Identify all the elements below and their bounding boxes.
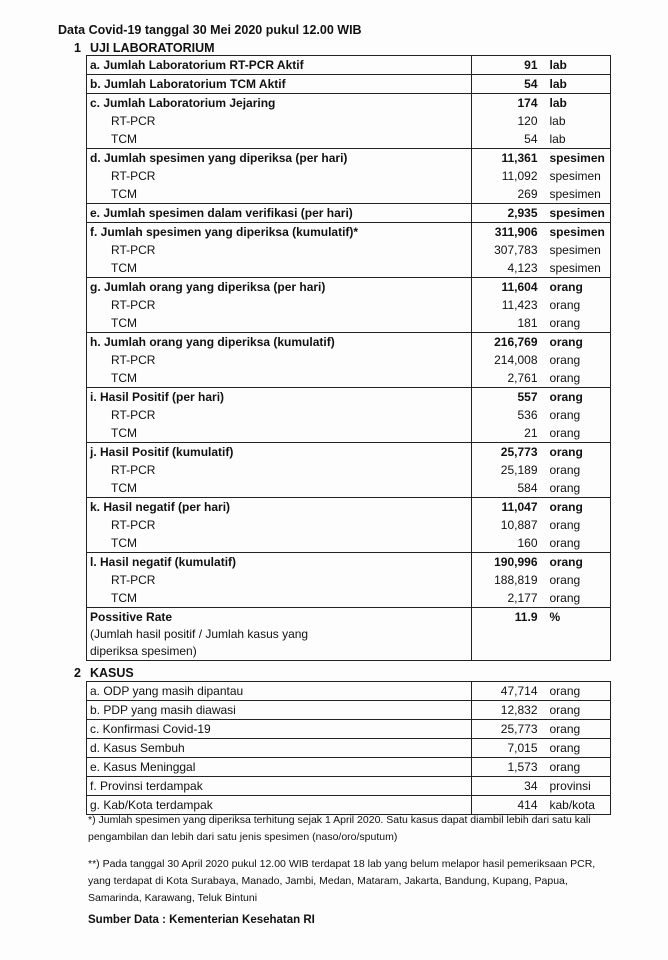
row-label: b. Jumlah Laboratorium TCM Aktif <box>87 75 472 94</box>
row-unit: orang <box>544 516 611 534</box>
table-row <box>87 112 611 130</box>
table-row <box>87 498 611 517</box>
table-row <box>87 571 611 589</box>
row-unit: orang <box>544 553 611 572</box>
section-2-heading <box>74 666 134 680</box>
row-unit: orang <box>544 296 611 314</box>
table-row <box>87 56 611 75</box>
row-value: 25,189 <box>500 463 538 477</box>
row-label: a. ODP yang masih dipantau <box>87 682 472 701</box>
table-row <box>87 351 611 369</box>
row-label: RT-PCR <box>87 241 472 259</box>
row-label: f. Provinsi terdampak <box>87 777 472 796</box>
row-value: 414 <box>472 796 544 815</box>
section-1-number: 1 <box>74 41 81 55</box>
row-label: l. Hasil negatif (kumulatif) <box>87 553 472 572</box>
row-unit: lab <box>544 94 611 113</box>
table-row <box>87 296 611 314</box>
row-label: d. Jumlah spesimen yang diperiksa (per hari) <box>87 149 472 168</box>
row-value: 11,047 <box>472 498 544 517</box>
row-value: 91 <box>472 56 544 75</box>
row-unit: orang <box>544 278 611 297</box>
positive-rate-note: (Jumlah hasil positif / Jumlah kasus yang diperiksa spesimen) <box>87 626 472 661</box>
row-unit: orang <box>544 739 611 758</box>
table-row <box>87 259 611 278</box>
row-value: 1,573 <box>472 758 544 777</box>
row-value: 11,604 <box>472 278 544 297</box>
row-unit: orang <box>544 388 611 407</box>
row-value: 7,015 <box>472 739 544 758</box>
table-row <box>87 701 611 720</box>
row-unit: spesimen <box>544 185 611 204</box>
footnote-labs: **) Pada tanggal 30 April 2020 pukul 12.00 WIB terdapat 18 lab yang belum melapor hasil pemeriksaan PCR, yang terdapat di Kota Surabaya, Manado, Jambi, Medan, Mataram, Jakarta, Bandung, Kupang, Papua, Samarinda, Karawang, Teluk Bintuni <box>88 858 596 904</box>
row-label: g. Jumlah orang yang diperiksa (per hari) <box>87 278 472 297</box>
table-row <box>87 406 611 424</box>
table-row <box>87 130 611 149</box>
table-row <box>87 682 611 701</box>
row-value: 557 <box>472 388 544 407</box>
row-unit: orang <box>544 571 611 589</box>
row-label: TCM <box>87 424 472 443</box>
report-title: Data Covid-19 tanggal 30 Mei 2020 pukul 12.00 WIB <box>58 23 362 37</box>
row-label: RT-PCR <box>87 571 472 589</box>
row-value: 311,906 <box>472 223 544 242</box>
row-label: TCM <box>87 130 472 149</box>
row-unit: orang <box>544 589 611 608</box>
row-label: k. Hasil negatif (per hari) <box>87 498 472 517</box>
row-label: f. Jumlah spesimen yang diperiksa (kumulatif)* <box>87 223 472 242</box>
row-value: 120 <box>517 114 538 128</box>
row-unit: spesimen <box>544 204 611 223</box>
row-unit: orang <box>544 720 611 739</box>
row-value: 10,887 <box>500 518 538 532</box>
row-value: 54 <box>524 132 538 146</box>
row-unit: orang <box>544 369 611 388</box>
row-value: 54 <box>472 75 544 94</box>
row-label: RT-PCR <box>87 351 472 369</box>
row-label: h. Jumlah orang yang diperiksa (kumulatif) <box>87 333 472 352</box>
row-unit: orang <box>544 406 611 424</box>
row-unit: provinsi <box>544 777 611 796</box>
table-row <box>87 608 611 627</box>
row-label: g. Kab/Kota terdampak <box>87 796 472 815</box>
row-value: 25,773 <box>472 720 544 739</box>
row-label: RT-PCR <box>87 167 472 185</box>
row-label: c. Jumlah Laboratorium Jejaring <box>87 94 472 113</box>
row-value: 536 <box>517 408 538 422</box>
row-value: 11,092 <box>501 169 538 183</box>
row-value: 12,832 <box>472 701 544 720</box>
row-label: b. PDP yang masih diawasi <box>87 701 472 720</box>
row-label: j. Hasil Positif (kumulatif) <box>87 443 472 462</box>
table-row <box>87 534 611 553</box>
row-label: d. Kasus Sembuh <box>87 739 472 758</box>
table-row <box>87 149 611 168</box>
row-label: a. Jumlah Laboratorium RT-PCR Aktif <box>87 56 472 75</box>
table-row <box>87 424 611 443</box>
row-unit: orang <box>544 461 611 479</box>
row-unit: lab <box>544 75 611 94</box>
row-unit: orang <box>544 351 611 369</box>
section-2-number: 2 <box>74 666 81 680</box>
row-label: RT-PCR <box>87 461 472 479</box>
table-row <box>87 388 611 407</box>
row-value: 34 <box>472 777 544 796</box>
table-row <box>87 278 611 297</box>
row-unit: orang <box>544 758 611 777</box>
row-label: TCM <box>87 589 472 608</box>
data-source: Sumber Data : Kementerian Kesehatan RI <box>88 914 315 926</box>
row-value: 11,423 <box>501 298 538 312</box>
row-label: TCM <box>87 185 472 204</box>
row-label: e. Kasus Meninggal <box>87 758 472 777</box>
table-row <box>87 720 611 739</box>
row-value: 174 <box>472 94 544 113</box>
row-label: TCM <box>87 369 472 388</box>
table-row <box>87 443 611 462</box>
row-value: 4,123 <box>507 261 538 275</box>
table-row <box>87 167 611 185</box>
row-label: RT-PCR <box>87 406 472 424</box>
row-unit: orang <box>544 314 611 333</box>
row-unit: lab <box>544 56 611 75</box>
row-value: 584 <box>517 481 538 495</box>
row-unit: lab <box>544 130 611 149</box>
row-label: TCM <box>87 314 472 333</box>
section-1-heading <box>74 41 215 55</box>
row-unit: orang <box>544 443 611 462</box>
row-unit: orang <box>544 479 611 498</box>
row-label: TCM <box>87 259 472 278</box>
row-label: Possitive Rate <box>87 608 472 627</box>
table-row <box>87 333 611 352</box>
row-unit: % <box>544 608 611 627</box>
row-unit: spesimen <box>544 259 611 278</box>
row-value: 190,996 <box>472 553 544 572</box>
row-value: 21 <box>524 426 538 440</box>
row-label: RT-PCR <box>87 112 472 130</box>
row-unit: lab <box>544 112 611 130</box>
row-value: 214,008 <box>494 353 538 367</box>
table-row <box>87 75 611 94</box>
row-value: 307,783 <box>494 243 538 257</box>
row-unit: spesimen <box>544 223 611 242</box>
row-label: i. Hasil Positif (per hari) <box>87 388 472 407</box>
lab-table <box>86 55 611 661</box>
row-label: e. Jumlah spesimen dalam verifikasi (per hari) <box>87 204 472 223</box>
table-row <box>87 223 611 242</box>
row-value: 11.9 <box>472 608 544 627</box>
row-unit: orang <box>544 424 611 443</box>
row-value: 2,177 <box>507 591 538 605</box>
row-unit: spesimen <box>544 167 611 185</box>
table-row <box>87 94 611 113</box>
row-value: 2,761 <box>507 371 538 385</box>
row-value: 181 <box>517 316 538 330</box>
row-value: 188,819 <box>494 573 538 587</box>
section-1-title: UJI LABORATORIUM <box>90 41 215 55</box>
table-row <box>87 369 611 388</box>
table-row <box>87 739 611 758</box>
table-row <box>87 314 611 333</box>
row-value: 2,935 <box>472 204 544 223</box>
row-value: 160 <box>517 536 538 550</box>
row-label: RT-PCR <box>87 296 472 314</box>
row-value: 269 <box>517 187 538 201</box>
row-value: 11,361 <box>472 149 544 168</box>
table-row <box>87 516 611 534</box>
row-unit: orang <box>544 534 611 553</box>
table-row <box>87 204 611 223</box>
row-unit: orang <box>544 498 611 517</box>
positive-rate-note-row <box>87 626 611 661</box>
row-value: 216,769 <box>472 333 544 352</box>
table-row <box>87 758 611 777</box>
row-unit: spesimen <box>544 149 611 168</box>
section-2-title: KASUS <box>90 666 134 680</box>
row-unit: kab/kota <box>544 796 611 815</box>
table-row <box>87 589 611 608</box>
row-label: c. Konfirmasi Covid-19 <box>87 720 472 739</box>
table-row <box>87 553 611 572</box>
table-row <box>87 185 611 204</box>
table-row <box>87 461 611 479</box>
row-unit: orang <box>544 701 611 720</box>
table-row <box>87 777 611 796</box>
table-row <box>87 241 611 259</box>
case-table <box>86 681 611 815</box>
table-row <box>87 479 611 498</box>
footnote-specimen: *) Jumlah spesimen yang diperiksa terhitung sejak 1 April 2020. Satu kasus dapat diambil lebih dari satu kali pengambilan dan lebih dari satu jenis spesimen (naso/oro/sputum) <box>88 814 591 843</box>
row-unit: spesimen <box>544 241 611 259</box>
row-label: TCM <box>87 534 472 553</box>
row-unit: orang <box>544 682 611 701</box>
row-label: TCM <box>87 479 472 498</box>
row-label: RT-PCR <box>87 516 472 534</box>
row-value: 25,773 <box>472 443 544 462</box>
row-unit: orang <box>544 333 611 352</box>
row-value: 47,714 <box>472 682 544 701</box>
